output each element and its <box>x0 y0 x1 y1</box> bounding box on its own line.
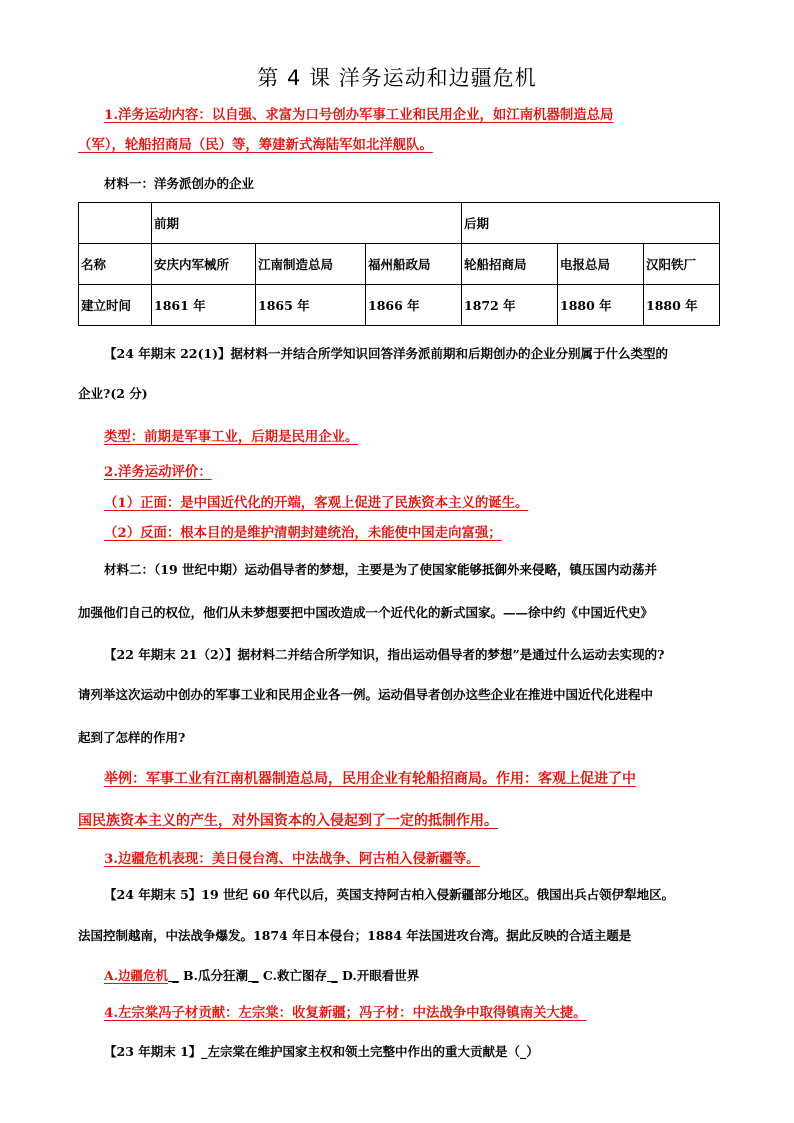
answer2-line1: 举例：军事工业有江南机器制造总局，民用企业有轮船招商局。作用：客观上促进了中 <box>104 771 636 787</box>
point3: 3.边疆危机表现：美日侵台湾、中法战争、阿古柏入侵新疆等。 <box>104 851 480 867</box>
answer2-line2: 国民族资本主义的产生，对外国资本的入侵起到了一定的抵制作用。 <box>78 813 498 829</box>
option-c: C.救亡图存 <box>262 968 328 983</box>
table-cell: 1865 年 <box>256 285 366 326</box>
question2-line3: 起到了怎样的作用? <box>78 730 186 745</box>
row-label-name: 名称 <box>79 244 152 285</box>
period-early: 前期 <box>152 203 462 244</box>
table-row <box>79 203 720 244</box>
question3-line1: 【24 年期末 5】19 世纪 60 年代以后，英国支持阿古柏入侵新疆部分地区。俄国出兵占领伊犁地区。 <box>104 887 675 902</box>
material2-line2: 加强他们自己的权位，他们从未梦想要把中国改造成一个近代化的新式国家。——徐中约《中国近代史》 <box>78 605 654 620</box>
option-a: A.边疆危机 <box>104 968 169 983</box>
point2-heading: 2.洋务运动评价： <box>104 464 212 480</box>
period-late: 后期 <box>462 203 720 244</box>
point1-line2: （军），轮船招商局（民）等，筹建新式海陆军如北洋舰队。 <box>78 137 433 153</box>
table-cell: 1872 年 <box>462 285 558 326</box>
question3-options: A.边疆危机 _ B.瓜分狂潮 _ C.救亡图存 _ D.开眼看世界 <box>104 968 420 983</box>
table-cell: 汉阳铁厂 <box>644 244 720 285</box>
table-cell: 江南制造总局 <box>256 244 366 285</box>
table-cell: 1861 年 <box>152 285 256 326</box>
question1-line1: 【24 年期末 22(1)】据材料一并结合所学知识回答洋务派前期和后期创办的企业分别属于什么类型的 <box>104 346 669 361</box>
table-row <box>79 244 720 285</box>
lesson-title: 第 4 课 洋务运动和边疆危机 <box>257 66 537 90</box>
point2-negative: （2）反面：根本目的是维护清朝封建统治，未能使中国走向富强； <box>104 525 502 541</box>
table-cell <box>79 203 152 244</box>
table-cell: 电报总局 <box>558 244 644 285</box>
option-b: B.瓜分狂潮 <box>183 968 248 983</box>
point2-positive: （1）正面：是中国近代化的开端，客观上促进了民族资本主义的诞生。 <box>104 495 529 511</box>
table-cell: 1880 年 <box>558 285 644 326</box>
row-label-time: 建立时间 <box>79 285 152 326</box>
material2-line1: 材料二：（19 世纪中期）运动倡导者的梦想，主要是为了使国家能够抵御外来侵略，镇压国内动荡并 <box>104 562 657 577</box>
question2-line1: 【22 年期末 21（2）】据材料二并结合所学知识，指出运动倡导者的梦想”是通过什么运动去实现的? <box>104 647 665 662</box>
option-d: D.开眼看世界 <box>341 968 420 983</box>
table-cell: 轮船招商局 <box>462 244 558 285</box>
table-cell: 1880 年 <box>644 285 720 326</box>
question2-line2: 请列举这次运动中创办的军事工业和民用企业各一例。运动倡导者创办这些企业在推进中国近代化进程中 <box>78 687 654 702</box>
enterprise-table <box>78 202 720 326</box>
table-row <box>79 285 720 326</box>
table-cell: 安庆内军械所 <box>152 244 256 285</box>
material1-caption: 材料一：洋务派创办的企业 <box>104 176 255 191</box>
question1-line2: 企业?(2 分) <box>78 386 148 401</box>
answer1: 类型：前期是军事工业，后期是民用企业。 <box>104 429 359 445</box>
question3-line2: 法国控制越南，中法战争爆发。1874 年日本侵台；1884 年法国进攻台湾。据此反映的合适主题是 <box>78 928 632 943</box>
point4: 4.左宗棠冯子材贡献：左宗棠：收复新疆；冯子材：中法战争中取得镇南关大捷。 <box>104 1005 587 1021</box>
table-cell: 福州船政局 <box>366 244 462 285</box>
question4: 【23 年期末 1】_左宗棠在维护国家主权和领土完整中作出的重大贡献是（_） <box>104 1044 539 1059</box>
table-cell: 1866 年 <box>366 285 462 326</box>
point1-line1: 1.洋务运动内容：以自强、求富为口号创办军事工业和民用企业，如江南机器制造总局 <box>104 107 614 123</box>
